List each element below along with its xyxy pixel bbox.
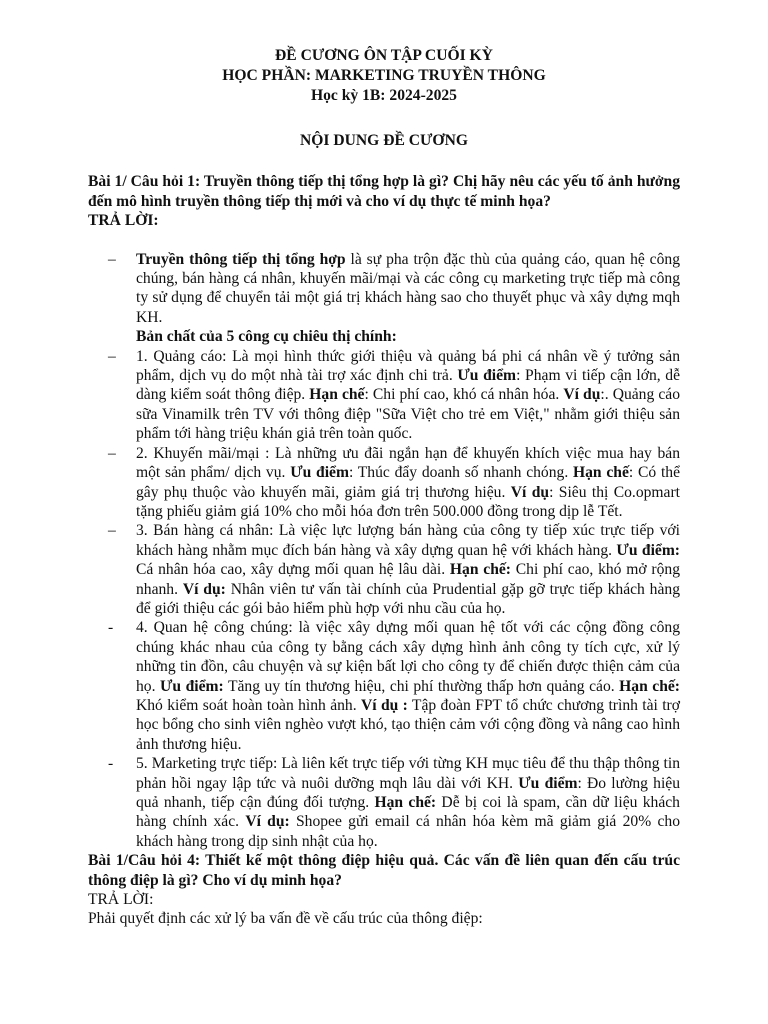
bullet-dash: – [108,444,116,462]
example-label: Ví dụ: [182,580,226,598]
limitation-label: Hạn chế [573,464,629,482]
bullet-dash: – [108,522,116,540]
item-text: 4. Quan hệ công chúng: là việc xây dựng mối quan hệ tốt với các cộng đồng công chúng khác nhau của công ty bằng cách xây dựng hình ảnh công ty tích cực, xử lý những tin đồn, câu chuyện và sự kiện bất lợi cho công ty để chiến được thiện cảm của họ. [136,619,680,695]
example-text: : Siêu thị Co.opmart tặng phiếu giảm giá 10% cho mỗi hóa đơn trên 500.000 đồng trong dịp lễ Tết. [136,483,680,520]
example-text: Tập đoàn FPT tổ chức chương trình tài trợ học bổng cho sinh viên nghèo vượt khó, tạo thiện cảm với cộng đồng và nâng cao hình ảnh thương hiệu. [136,696,680,753]
example-text: Nhân viên tư vấn tài chính của Prudential gặp gỡ trực tiếp khách hàng để giới thiệu các gói bảo hiểm phù hợp với nhu cầu của họ. [136,580,680,617]
advantage-label: Ưu điểm: [160,677,224,695]
limitation-label: Hạn chế: [619,677,680,695]
example-label: Ví dụ [510,483,550,501]
list-item [108,347,681,444]
example-label: Ví dụ [563,386,601,404]
answer-intro-2: Phải quyết định các xử lý ba vấn đề về cấu trúc của thông điệp: [88,910,483,928]
item-text: 1. Quảng cáo: Là mọi hình thức giới thiệu và quảng bá phi cá nhân về ý tưởng sản phẩm, dịch vụ do một nhà tài trợ xác định chi trả. [136,347,680,385]
question-1: Bài 1/ Câu hỏi 1: Truyền thông tiếp thị tổng hợp là gì? Chị hãy nêu các yếu tố ảnh hưởng đến mô hình truyền thông tiếp thị mới và cho ví dụ thực tế minh họa? [88,173,680,210]
limitation-label: Hạn chế: [449,561,511,579]
advantage-text: : Thúc đẩy doanh số nhanh chóng. [348,464,573,482]
advantage-text: : Phạm vi tiếp cận lớn, dễ dàng kiểm soát thông điệp. [136,367,681,404]
advantage-label: Ưu điểm [518,774,578,792]
question-2: Bài 1/Câu hỏi 4: Thiết kế một thông điệp hiệu quả. Các vấn đề liên quan đến cấu trúc thông điệp là gì? Cho ví dụ minh họa? [88,852,680,889]
header-semester: Học kỳ 1B: 2024-2025 [311,87,457,104]
limitation-text: Dễ bị coi là spam, cần dữ liệu khách hàng chính xác. [136,794,680,831]
advantage-text: : Đo lường hiệu quả nhanh, tiếp cận đúng đối tượng. [136,774,680,811]
definition-term: Truyền thông tiếp thị tổng hợp [136,250,346,268]
item-text: 2. Khuyến mãi/mại : Là những ưu đãi ngắn hạn để khuyến khích việc mua hay bán một sản phẩm/ dịch vụ. [136,444,680,482]
limitation-label: Hạn chế: [374,794,437,811]
bullet-dash: - [108,619,114,637]
advantage-text: Cá nhân hóa cao, xây dựng mối quan hệ lâu dài. [136,561,450,579]
definition-text: là sự pha trộn đặc thù của quảng cáo, quan hệ công chúng, bán hàng cá nhân, khuyến mãi/mại và các công cụ marketing trực tiếp mà công ty sử dụng để chuyển tải một giá trị khách hàng sao cho thuyết phục và xây dựng mqh KH. [136,250,680,326]
advantage-label: Ưu điểm: [616,541,680,559]
example-text: :. Quảng cáo sữa Vinamilk trên TV với thông điệp "Sữa Việt cho trẻ em Việt," nhằm giới thiệu sản phẩm tới hàng triệu khán giả trên toàn quốc. [136,386,680,443]
tools-heading: Bản chất của 5 công cụ chiêu thị chính: [136,328,397,346]
bullet-dash: – [108,250,116,268]
header-course: HỌC PHẦN: MARKETING TRUYỀN THÔNG [222,67,546,84]
item-text: 3. Bán hàng cá nhân: Là việc lực lượng bán hàng của công ty tiếp xúc trực tiếp với khách hàng nhằm mục đích bán hàng và xây dựng quan hệ với khách hàng. [136,522,680,559]
definition-paragraph [108,250,680,328]
list-item [108,754,680,851]
advantage-label: Ưu điểm [457,367,517,385]
advantage-text: Tăng uy tín thương hiệu, chi phí thường thấp hơn quảng cáo. [223,677,620,695]
limitation-text: : Chi phí cao, khó cá nhân hóa. [364,386,564,404]
bullet-dash: – [108,347,116,365]
bullet-dash: - [108,755,114,773]
answer-label-2: TRẢ LỜI: [88,891,154,909]
limitation-label: Hạn chế [309,386,365,404]
list-item [108,521,680,618]
limitation-text: : Có thể gây phụ thuộc vào khuyến mãi, giảm giá trị thương hiệu. [136,464,680,501]
limitation-text: Khó kiểm soát hoàn toàn hình ảnh. [136,696,361,714]
item-text: 5. Marketing trực tiếp: Là liên kết trực tiếp với từng KH mục tiêu để thu thập thông tin phản hồi ngay lập tức và nuôi dưỡng mqh lâu dài với KH. [136,755,680,792]
list-item [108,618,680,754]
example-text: Shopee gửi email cá nhân hóa kèm mã giảm giá 20% cho khách hàng trong dịp sinh nhật của họ. [136,813,680,850]
document-header [0,0,768,106]
header-title: ĐỀ CƯƠNG ÔN TẬP CUỐI KỲ [275,47,493,64]
example-label: Ví dụ : [360,696,408,714]
advantage-label: Ưu điểm [290,464,349,482]
list-item [108,444,680,522]
limitation-text: Chi phí cao, khó mở rộng nhanh. [136,561,680,598]
answer-label-1: TRẢ LỜI: [88,212,159,230]
section-title: NỘI DUNG ĐỀ CƯƠNG [300,132,468,149]
example-label: Ví dụ: [245,813,290,831]
